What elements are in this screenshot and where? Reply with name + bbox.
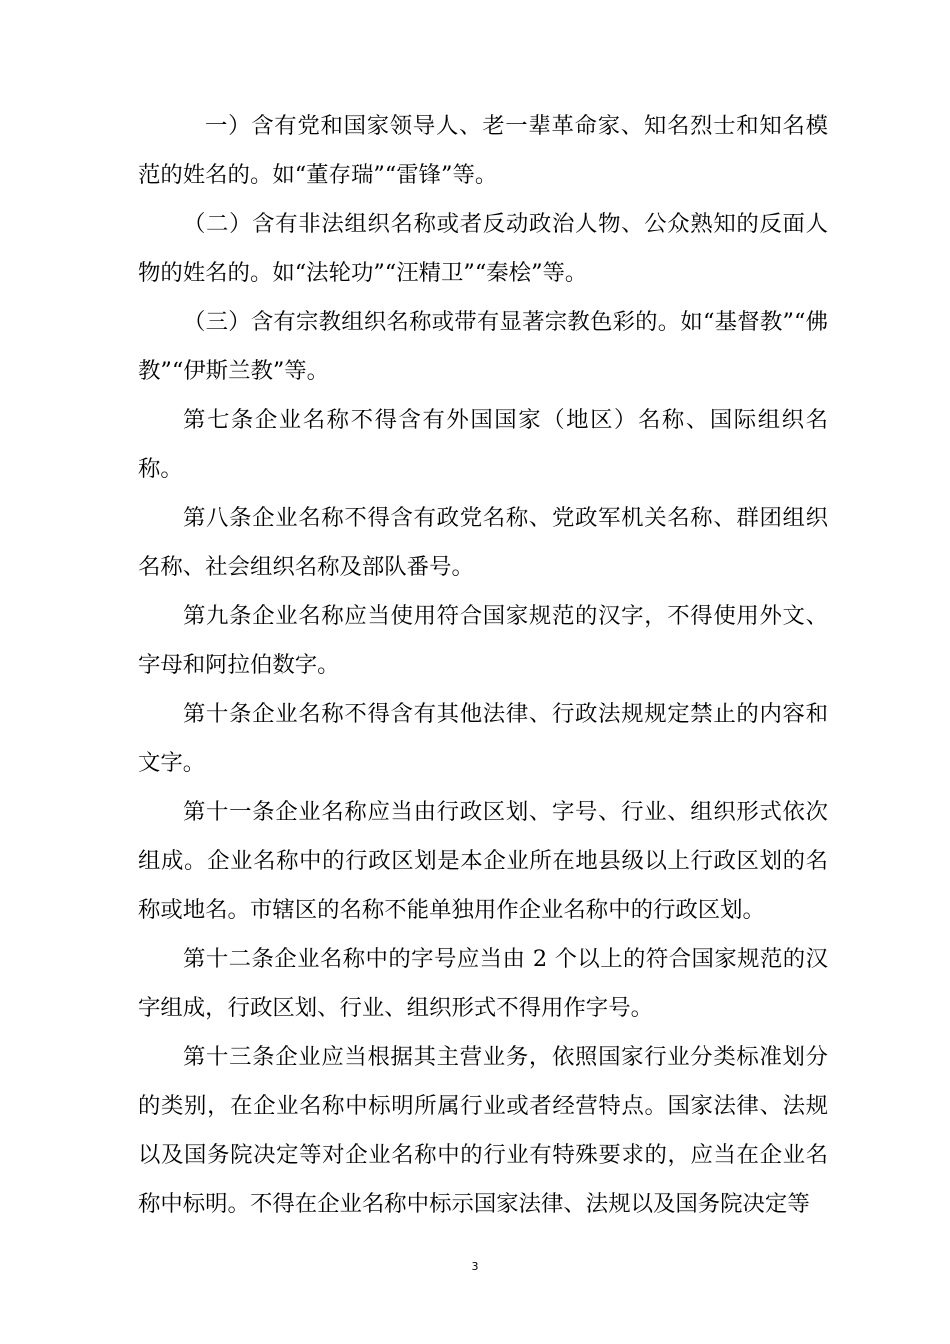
article-13-paragraph: 第十三条企业应当根据其主营业务，依照国家行业分类标准划分的类别，在企业名称中标明所属行业或者经营特点。国家法律、法规以及国务院决定等对企业名称中的行业有特殊要求的，应当在企业名称中标明。不得在企业名称中标示国家法律、法规以及国务院决定等 <box>138 1044 828 1217</box>
document-body <box>138 102 828 1229</box>
article-10-paragraph: 第十条企业名称不得含有其他法律、行政法规规定禁止的内容和文字。 <box>138 701 828 776</box>
article-8-paragraph: 第八条企业名称不得含有政党名称、党政军机关名称、群团组织名称、社会组织名称及部队番号。 <box>138 505 828 580</box>
paragraph-item-2: （二）含有非法组织名称或者反动政治人物、公众熟知的反面人物的姓名的。如“法轮功”“汪精卫”“秦桧”等。 <box>138 211 828 286</box>
article-12-paragraph: 第十二条企业名称中的字号应当由 2 个以上的符合国家规范的汉字组成，行政区划、行业、组织形式不得用作字号。 <box>138 946 828 1021</box>
page-number: 3 <box>471 1260 479 1273</box>
paragraph-item-1: 一）含有党和国家领导人、老一辈革命家、知名烈士和知名模范的姓名的。如“董存瑞”“雷锋”等。 <box>138 113 828 188</box>
article-9-paragraph: 第九条企业名称应当使用符合国家规范的汉字，不得使用外文、字母和阿拉伯数字。 <box>138 603 828 678</box>
paragraph-item-3: （三）含有宗教组织名称或带有显著宗教色彩的。如“基督教”“佛教”“伊斯兰教”等。 <box>138 309 828 384</box>
article-7-paragraph: 第七条企业名称不得含有外国国家（地区）名称、国际组织名称。 <box>138 407 828 482</box>
article-11-paragraph: 第十一条企业名称应当由行政区划、字号、行业、组织形式依次组成。企业名称中的行政区划是本企业所在地县级以上行政区划的名称或地名。市辖区的名称不能单独用作企业名称中的行政区划。 <box>138 799 828 923</box>
